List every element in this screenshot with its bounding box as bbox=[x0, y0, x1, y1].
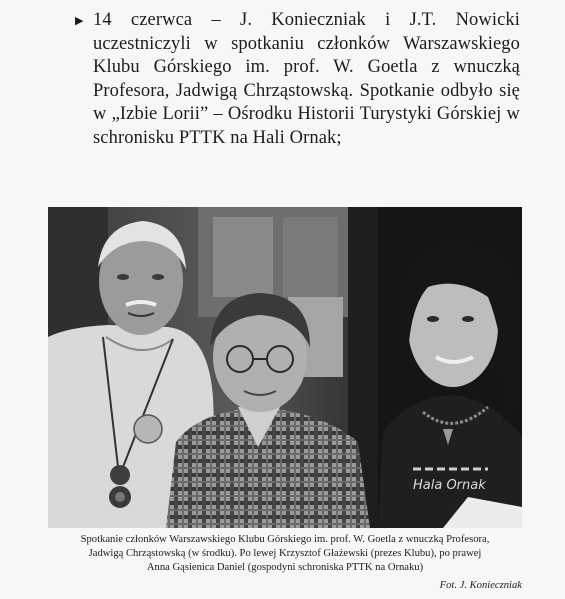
news-entry bbox=[75, 9, 520, 150]
caption-line-1: Spotkanie członków Warszawskiego Klubu Górskiego im. prof. W. Goetla z wnuczką Profesora, bbox=[80, 534, 490, 545]
shirt-text: Hala Ornak bbox=[413, 478, 486, 493]
group-photo bbox=[48, 207, 522, 528]
photo-credit: Fot. J. Konieczniak bbox=[439, 580, 522, 591]
caption-line-2: Jadwigą Chrząstowską (w środku). Po lewej Krzysztof Głażewski (prezes Klubu), po prawej bbox=[88, 548, 482, 559]
photo-caption bbox=[40, 533, 530, 575]
triangle-bullet-icon: ▶ bbox=[75, 14, 84, 27]
caption-line-3: Anna Gąsienica Daniel (gospodyni schroniska PTTK na Ornaku) bbox=[146, 562, 424, 573]
entry-text: 14 czerwca – J. Konieczniak i J.T. Nowicki uczestniczyli w spotkaniu członków Warszawskiego Klubu Górskiego im. prof. W. Goetla z wnuczką Profesora, Jadwigą Chrząstowską. Spotkanie odbyło się w „Izbie Lorii” – Ośrodku Historii Turystyki Górskiej w schronisku PTTK na Hali Ornak; bbox=[93, 10, 520, 148]
